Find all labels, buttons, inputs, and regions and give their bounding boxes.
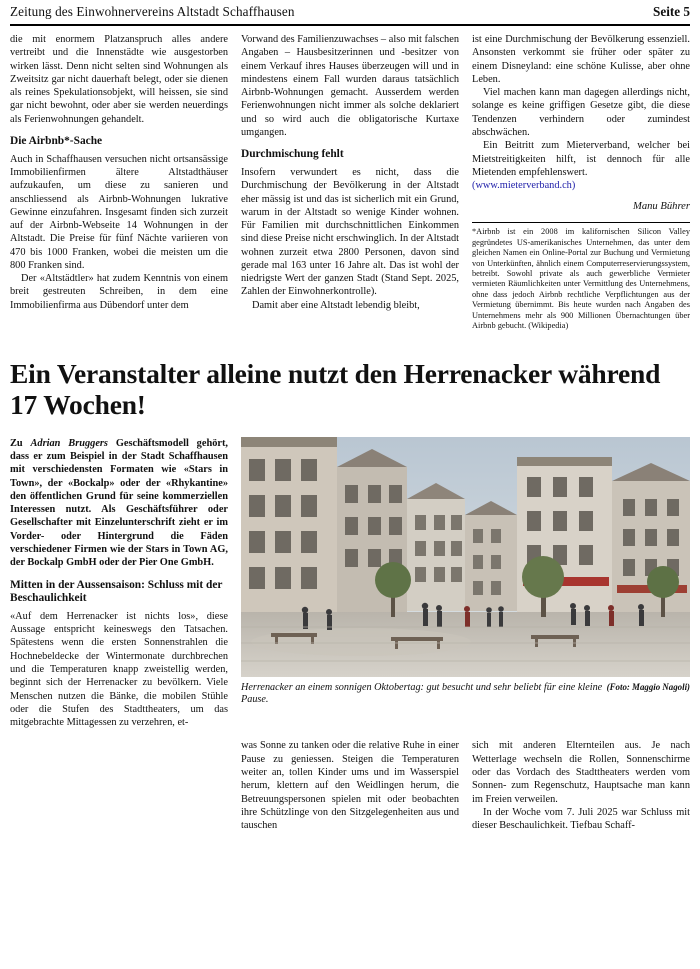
masthead [10, 0, 690, 26]
photo-credit: (Foto: Maggio Nagoli) [606, 681, 690, 692]
paragraph: In der Woche vom 7. Juli 2025 war Schluss mit dieser Beschaulichkeit. Tiefbau Schaff- [472, 806, 690, 832]
photo-caption [241, 682, 690, 708]
feature-headline: Ein Veranstalter alleine nutzt den Herrenacker während 17 Wochen! [10, 357, 661, 420]
footnote-airbnb: *Airbnb ist ein 2008 im kalifornischen Silicon Valley gegründetes US-amerikanisches Unternehmen, das unter dem gleichen Namen ein Online-Portal zur Buchung und Vermietung von Unterkünften, ähnlich einem Computerreservierungssystem, betreibt. Sowohl private als auch gewerbliche Vermieter vermieten Räumlichkeiten unter Vermittlung des Unternehmens, ohne dass jedoch Airbnb rechtliche Verpflichtungen aus der Vermietung übernimmt. Bis heute wurden nach Angaben des Unternehmens mehr als 900 Millionen Übernachtungen über Airbnb gebucht. (Wikipedia) [472, 227, 690, 331]
lead-bold-rest: Geschäftsmodell gehört, dass er zum Beispiel in der Stadt Schaffhausen mit verschiedensten Formaten wie «Stars in Town», der «Bockalp» oder der «Rhykantine» den öffentlichen Grund für seine kommerziellen Interessen nutzt. Als Geschäftsführer oder Gesellschafter mit Einzelunterschrift zieht er im Vorder- oder Hintergrund die Fäden verschiedener Firmen wie der Stars in Town AG, der Bockalp GmbH oder der Pier One GmbH. [10, 437, 228, 569]
footnote-divider [472, 222, 690, 223]
paragraph: Damit aber eine Altstadt lebendig bleibt, [252, 299, 420, 311]
bottom-column-3 [472, 739, 690, 832]
mieterverband-link-paragraph [472, 179, 690, 192]
paragraph: Auch in Schaffhausen versuchen nicht ortsansässige Immobilienfirmen ältere Altstadthäuser aufzukaufen, um diese zu sanieren und anschliessend als Airbnb-Wohnungen lukrative Gewinne einzufahren. Insgesamt finden sich zurzeit auf der Airbnb-Webseite 14 Wohnungen in der Altstadt. Die Preise für fünf Nächte variieren von 470 bis 1000 Franken, wobei die meisten um die 800 Franken sind. [10, 153, 228, 271]
author-byline: Manu Bührer [633, 201, 690, 213]
paragraph: sich mit anderen Elternteilen aus. Je nach Wetterlage wechseln die Rollen, Sonnenschirme oder das Vordach des Stadttheaters werden vom Sonnen- zum Regenschutz, Hauptsache man kann im Freien verweilen. [472, 740, 690, 805]
paragraph: Der «Altstädtler» hat zudem Kenntnis von einem breit gestreuten Schreiben, in dem eine Immobilienfirma aus Dübendorf unter dem [10, 273, 228, 311]
feature-subheading: Mitten in der Aussensaison: Schluss mit der Beschaulichkeit [10, 578, 223, 605]
feature-body [10, 437, 690, 730]
paragraph: Insofern verwundert es nicht, dass die Durchmischung der Bevölkerung in der Altstadt eher mässig ist und das ist sicherlich mit ein Grund, warum in der Altstadt so wenige Kinder wohnen. Für Familien mit durchschnittlichen Einkommen sind diese Preise nicht erschwinglich. In der Altstadt wohnen zurzeit etwa 2800 Personen, davon sind gerade mal 163 unter 16 Jahre alt. Das ist wohl der niedrigste Wert der ganzen Stadt (Stand Sept. 2025, Zahlen der Einwohnerkontrolle). [241, 166, 459, 298]
paragraph: ist eine Durchmischung der Bevölkerung essenziell. Ansonsten verkommt sie früher oder später zu einem Disneyland: eine schöne Kulisse, aber ohne Leben. [472, 34, 690, 85]
top-column-1 [10, 33, 228, 312]
paragraph: Viel machen kann man dagegen allerdings nicht, solange es keine griffigen Gesetze gibt, die diese Tendenzen verhindern oder zumindest abschwächen. [472, 87, 690, 138]
section-heading-airbnb: Die Airbnb*-Sache [10, 134, 103, 147]
paragraph: die mit enormem Platzanspruch alles andere vertreibt und die Innenstädte wie ausgestorben wirken lässt. Denn nicht selten sind Wohnungen als Zweitsitz gar nicht dauerhaft belegt, oder sie dienen als reines Spekulationsobjekt, will heissen, sie sind gar nicht bewohnt, oder aber sie werden neuerdings als Ferienwohnungen gehandelt. [10, 34, 228, 125]
feature-column-1 [10, 437, 228, 730]
herrenacker-photo [241, 437, 690, 677]
photo-illustration [241, 437, 690, 677]
feature-continuation-columns [10, 739, 690, 832]
lead-person-name: Adrian Bruggers [30, 437, 108, 449]
top-article-columns [10, 33, 690, 332]
paragraph: Vorwand des Familienzuwachses – also mit falschen Angaben – Hausbesitzerinnen und -besitzer von einem Verkauf ihres Hauses überzeugen will und in mindestens einem Fall wurden daraus tatsächlich Airbnb-Wohnungen gemacht. Ausserdem werden Ferienwohnungen nicht immer als solche deklariert und so wird auch die obligatorische Kurtaxe umgangen. [241, 34, 459, 138]
paragraph: «Auf dem Herrenacker ist nichts los», diese Aussage entspricht keineswegs den Tatsachen. Spätestens wenn die ersten Sonnenstrahlen die Hochnebeldecke der Wintermonate durchbrechen und die Temperaturen knapp zweistellig werden, beginnt sich der Herrenacker zu bevölkern. Viele Menschen nutzen die Bänke, die mobilen Stühle oder die Stufen des Stadttheaters, um das mitgebrachte Mittagessen zu verzehren, et- [10, 610, 228, 729]
photo-caption-text: Herrenacker an einem sonnigen Oktobertag: gut besucht und sehr beliebt für eine kleine Pause. [241, 681, 603, 706]
top-column-2 [241, 33, 459, 312]
section-heading-durchmischung: Durchmischung fehlt [241, 148, 344, 161]
paragraph: Ein Beitritt zum Mieterverband, welcher bei Mietstreitigkeiten hilft, ist dennoch für alle Mietenden empfehlenswert. [472, 140, 690, 178]
lead-bold-intro: Zu [10, 437, 31, 449]
feature-photo-block [241, 437, 690, 708]
mieterverband-link[interactable]: (www.mieterverband.ch) [472, 180, 576, 192]
masthead-page-number: Seite 5 [653, 4, 690, 19]
masthead-title: Zeitung des Einwohnervereins Altstadt Schaffhausen [10, 4, 295, 19]
top-column-3 [472, 33, 690, 332]
paragraph: was Sonne zu tanken oder die relative Ruhe in einer Pause zu geniessen. Steigen die Temperaturen weiter an, tollen Kinder ums und im Wasserspiel herum, klettern auf den Weidlingen herum, die Betreuungspersonen spielen mit oder beobachten ihre Schützlinge von den Sitzgelegenheiten aus und tauschen [241, 740, 459, 832]
feature-lead-paragraph [10, 437, 228, 570]
bottom-column-2 [241, 739, 459, 832]
